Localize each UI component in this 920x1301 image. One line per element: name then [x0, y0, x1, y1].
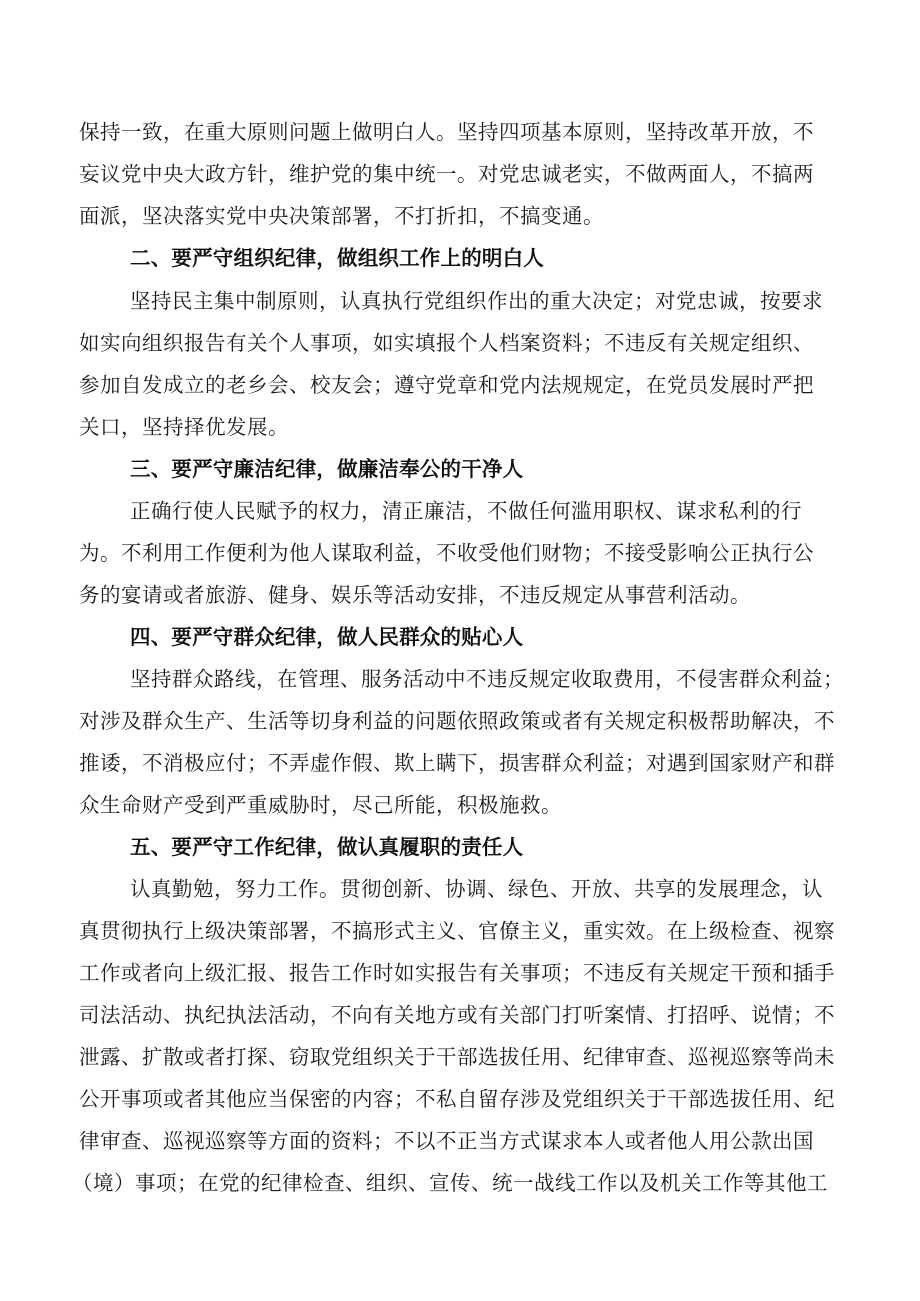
paragraph-line: 为。不利用工作便利为他人谋取利益，不收受他们财物；不接受影响公正执行公 — [79, 541, 814, 565]
paragraph-line: （境）事项；在党的纪律检查、组织、宣传、统一战线工作以及机关工作等其他工 — [72, 1171, 828, 1195]
paragraph-line: 对涉及群众生产、生活等切身利益的问题依照政策或者有关规定积极帮助解决，不 — [79, 709, 835, 733]
paragraph-line: 坚持群众路线，在管理、服务活动中不违反规定收取费用，不侵害群众利益； — [130, 667, 844, 691]
paragraph-line: 泄露、扩散或者打探、窃取党组织关于干部选拔任用、纪律审查、巡视巡察等尚未 — [79, 1045, 835, 1069]
paragraph-line: 如实向组织报告有关个人事项，如实填报个人档案资料；不违反有关规定组织、 — [79, 331, 814, 355]
section-heading: 二、要严守组织纪律，做组织工作上的明白人 — [130, 246, 544, 270]
paragraph-line: 妄议党中央大政方针，维护党的集中统一。对党忠诚老实，不做两面人，不搞两 — [79, 162, 814, 186]
section-heading: 四、要严守群众纪律，做人民群众的贴心人 — [130, 625, 524, 649]
paragraph-line: 关口，坚持择优发展。 — [79, 415, 289, 439]
paragraph-line: 司法活动、执纪执法活动，不向有关地方或有关部门打听案情、打招呼、说情；不 — [79, 1003, 835, 1027]
paragraph-line: 真贯彻执行上级决策部署，不搞形式主义、官僚主义，重实效。在上级检查、视察 — [79, 919, 835, 943]
paragraph-line: 认真勤勉，努力工作。贯彻创新、协调、绿色、开放、共享的发展理念，认 — [130, 877, 823, 901]
section-heading: 五、要严守工作纪律，做认真履职的责任人 — [130, 835, 524, 859]
paragraph-line: 律审查、巡视巡察等方面的资料；不以不正当方式谋求本人或者他人用公款出国 — [79, 1129, 814, 1153]
paragraph-line: 众生命财产受到严重威胁时，尽己所能，积极施救。 — [79, 793, 562, 817]
paragraph-line: 务的宴请或者旅游、健身、娱乐等活动安排，不违反规定从事营利活动。 — [79, 583, 751, 607]
paragraph-line: 参加自发成立的老乡会、校友会；遵守党章和党内法规规定，在党员发展时严把 — [79, 373, 814, 397]
paragraph-line: 面派，坚决落实党中央决策部署，不打折扣，不搞变通。 — [79, 204, 604, 228]
paragraph-line: 工作或者向上级汇报、报告工作时如实报告有关事项；不违反有关规定干预和插手 — [79, 961, 835, 985]
paragraph-line: 公开事项或者其他应当保密的内容；不私自留存涉及党组织关于干部选拔任用、纪 — [79, 1087, 835, 1111]
section-heading: 三、要严守廉洁纪律，做廉洁奉公的干净人 — [130, 457, 524, 481]
paragraph-line: 坚持民主集中制原则，认真执行党组织作出的重大决定；对党忠诚，按要求 — [130, 289, 823, 313]
paragraph-line: 推诿，不消极应付；不弄虚作假、欺上瞒下，损害群众利益；对遇到国家财产和群 — [79, 751, 835, 775]
paragraph-line: 正确行使人民赋予的权力，清正廉洁，不做任何滥用职权、谋求私利的行 — [130, 499, 802, 523]
paragraph-line: 保持一致，在重大原则问题上做明白人。坚持四项基本原则，坚持改革开放，不 — [79, 120, 814, 144]
